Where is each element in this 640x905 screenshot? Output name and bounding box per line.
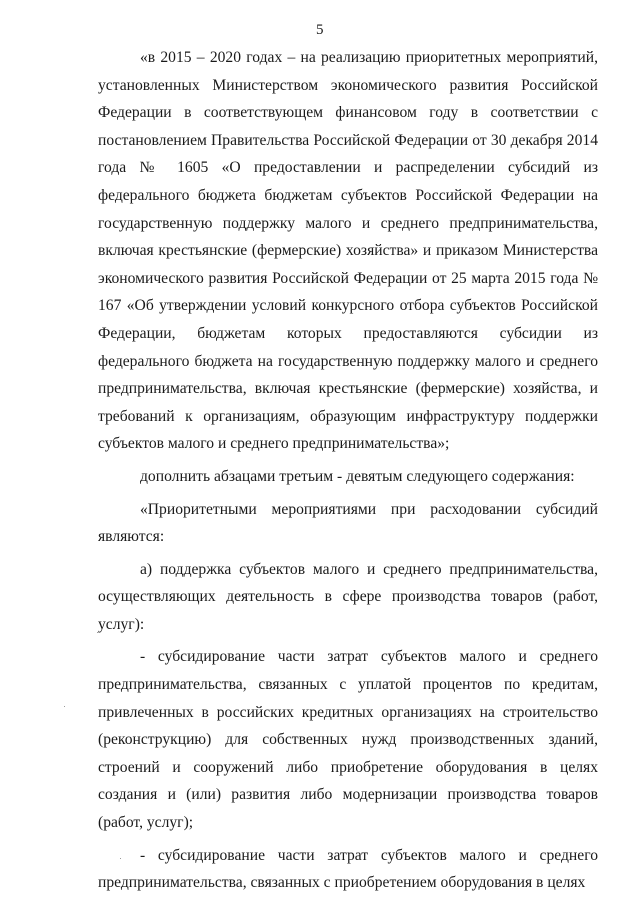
scan-speck [120,858,121,859]
paragraph-subsidy-clause: «в 2015 – 2020 годах – на реализацию приоритетных мероприятий, установленных Министерством экономического развития Российской Федерации в соответствующем финансовом году в соответствии с постановлением Правительства Российской Федерации от 30 декабря 2014 года № 1605 «О предоставлении и распределении субсидий из федерального бюджета бюджетам субъектов Российской Федерации на государственную поддержку малого и среднего предпринимательства, включая крестьянские (фермерские) хозяйства» и приказом Министерства экономического развития Российской Федерации от 25 марта 2015 года № 167 «Об утверждении условий конкурсного отбора субъектов Российской Федерации, бюджетам которых предоставляются субсидии из федерального бюджета на государственную поддержку малого и среднего предпринимательства, включая крестьянские (фермерские) хозяйства, и требований к организациям, образующим инфраструктуру поддержки субъектов малого и среднего предпринимательства»; [98,49,598,453]
document-body [98,44,598,897]
paragraph-subsidy-interest: - субсидирование части затрат субъектов малого и среднего предпринимательства, связанных с уплатой процентов по кредитам, привлеченных в российских кредитных организациях на строительство (реконструкцию) для собственных нужд производственных зданий, строений и сооружений либо приобретение оборудования в целях создания и (или) развития либо модернизации производства товаров (работ, услуг); [98,648,598,832]
paragraph-subsidy-equipment: - субсидирование части затрат субъектов малого и среднего предпринимательства, связанных с приобретением оборудования в целях [98,846,598,892]
scan-speck [97,632,98,633]
paragraph-amendment-intro: дополнить абзацами третьим - девятым следующего содержания: [140,467,575,485]
scan-speck [64,706,65,707]
paragraph-priority-measures: «Приоритетными мероприятиями при расходовании субсидий являются: [98,500,598,546]
page-number: 5 [316,22,324,38]
paragraph-item-a: а) поддержка субъектов малого и среднего предпринимательства, осуществляющих деятельность в сфере производства товаров (работ, услуг): [98,560,598,633]
